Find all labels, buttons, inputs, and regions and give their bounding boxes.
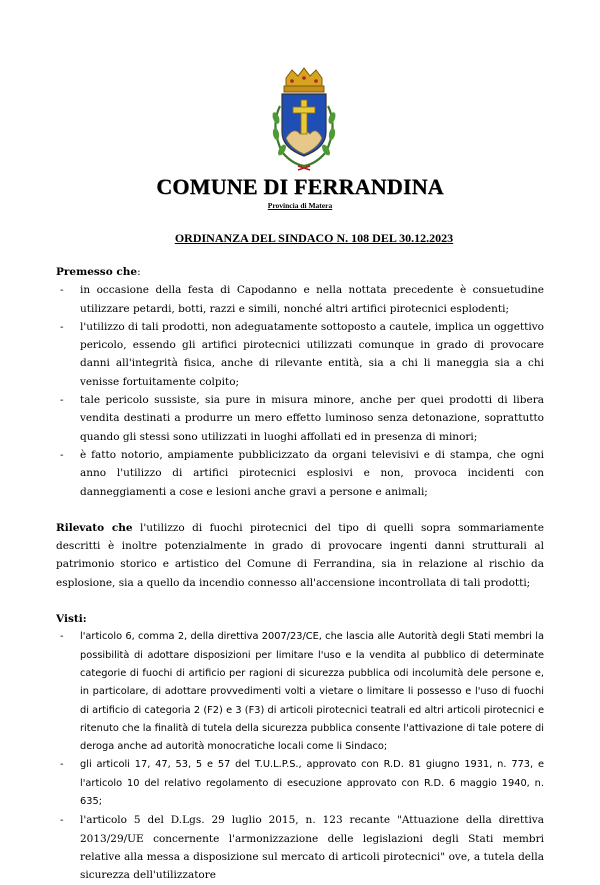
visti-list — [56, 628, 544, 884]
premesso-lead-suffix: : — [137, 266, 141, 278]
list-item — [56, 811, 544, 884]
spacer — [56, 501, 544, 519]
document-body — [56, 263, 544, 885]
dash-marker: - — [60, 284, 64, 297]
dash-marker: - — [60, 631, 64, 643]
coat-of-arms-icon — [264, 66, 344, 174]
list-item-text: tale pericolo sussiste, sia pure in misura minore, anche per quei prodotti di libera vendita destinati a produrre un mero effetto luminoso senza detonazione, soprattutto quando gli stessi sono utilizzati in luoghi affollati ed in presenza di minori; — [80, 394, 544, 443]
visti-heading: Visti: — [56, 613, 87, 626]
list-item-text: gli articoli 17, 47, 53, 5 e 57 del T.U.L.P.S., approvato con R.D. 81 giugno 1931, n. 773, e l'articolo 10 del relativo regolamento di esecuzione approvato con R.D. 6 maggio 1940, n. 635; — [80, 759, 544, 808]
dash-marker: - — [60, 814, 64, 827]
rilevato-paragraph — [56, 519, 544, 592]
list-item-text: l'articolo 6, comma 2, della direttiva 2007/23/CE, che lascia alle Autorità degli Stati membri la possibilità di adottare disposizioni per limitare l'uso e la vendita al pubblico di determinate categorie di fuochi di artificio per ragioni di sicurezza pubblica odi incolumità dele persone e, in particolare, di adottare provvedimenti volti a vietare o limitare li possesso e l'uso di fuochi di artificio di categoria 2 (F2) e 3 (F3) di articoli pirotecnici teatrali ed altri articoli pirotecnici e ritenuto che la finalità di tutela della sicurezza pubblica consente l'attivazione di tale potere di deroga anche ad autorità monocratiche locali come li Sindaco; — [80, 631, 544, 753]
rilevato-text: l'utilizzo di fuochi pirotecnici del tipo di quelli sopra sommariamente descritti è inoltre potenzialmente in grado di provocare ingenti danni strutturali al patrimonio storico e artistico del Comune di Ferrandina, sia in relazione al rischio da esplosione, sia a quello da incendio connesso all'accensione incontrollata di tali prodotti; — [56, 521, 544, 589]
list-item-text: l'articolo 5 del D.Lgs. 29 luglio 2015, n. 123 recante "Attuazione della direttiva 2013/29/UE concernente l'armonizzazione delle legislazioni degli Stati membri relative alla messa a disposizione sul mercato di articoli pirotecnici" ove, a tutela della sicurezza dell'utilizzatore — [80, 814, 544, 882]
list-item-text: l'utilizzo di tali prodotti, non adeguatamente sottoposto a cautele, implica un oggettivo pericolo, essendo gli artifici pirotecnici utilizzati comunque in grado di provocare danni all'integrità fisica, anche di rilevante entità, sia a chi li maneggia sia a chi venisse fortuitamente colpito; — [80, 320, 544, 388]
list-item — [56, 628, 544, 756]
premesso-lead: Premesso che — [56, 266, 138, 278]
municipality-title: COMUNE DI FERRANDINA — [156, 174, 444, 199]
spacer — [56, 592, 544, 610]
list-item — [56, 446, 544, 501]
list-item — [56, 318, 544, 391]
dash-marker: - — [60, 394, 64, 407]
dash-marker: - — [60, 759, 64, 771]
list-item-text: in occasione della festa di Capodanno e nella nottata precedente è consuetudine utilizzare petardi, botti, razzi e simili, nonché altri artifici pirotecnici esplodenti; — [80, 284, 544, 315]
premesso-heading — [56, 263, 544, 281]
premesso-list — [56, 281, 544, 501]
list-item-text: è fatto notorio, ampiamente pubblicizzato da organi televisivi e di stampa, che ogni anno l'utilizzo di artifici pirotecnici esplosivi e non, provoca incidenti con danneggiamenti a cose e lesioni anche gravi a persone e animali; — [80, 448, 544, 498]
list-item — [56, 391, 544, 446]
ordinance-title: ORDINANZA DEL SINDACO N. 108 DEL 30.12.2023 — [174, 231, 454, 245]
dash-marker: - — [60, 448, 64, 461]
list-item — [56, 756, 544, 811]
dash-marker: - — [60, 320, 64, 333]
province-subtitle: Provincia di Matera — [267, 201, 333, 210]
list-item — [56, 281, 544, 318]
rilevato-lead: Rilevato che — [56, 521, 133, 534]
